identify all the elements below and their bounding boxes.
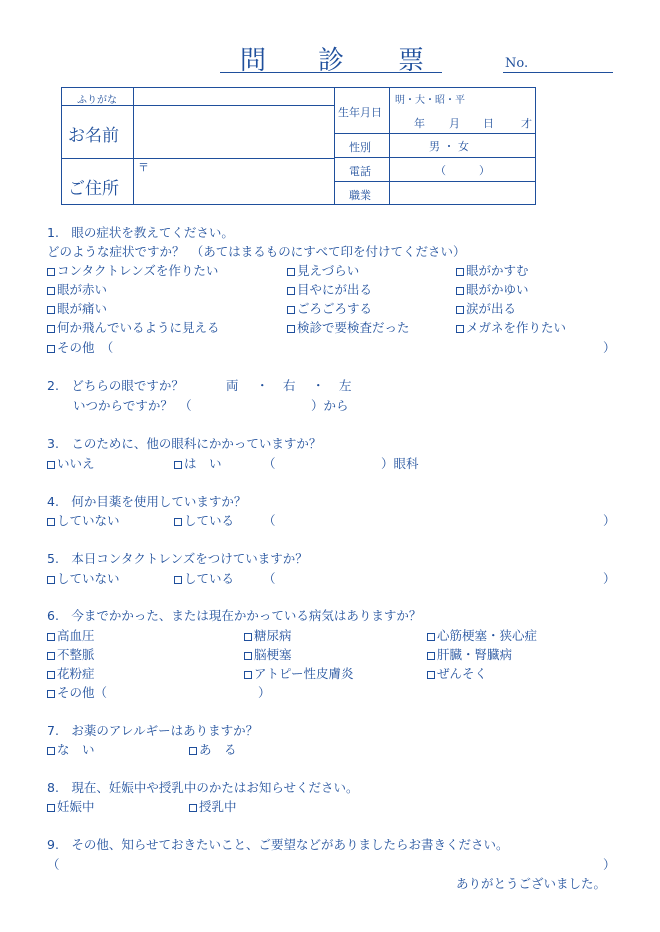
checkbox[interactable] [47,306,55,314]
q8-option-pregnant[interactable]: 妊娠中 [47,797,95,815]
checkbox[interactable] [287,325,295,333]
title-char-2: 診 [318,46,345,76]
checkbox[interactable] [244,671,252,679]
separator-dot: ・ [312,378,325,393]
day-label: 日 [483,117,494,130]
month-label: 月 [449,117,460,130]
name-label: お名前 [68,126,119,146]
birthdate-label: 生年月日 [338,106,382,119]
postal-mark: 〒 [138,161,149,174]
checkbox[interactable] [287,306,295,314]
checkbox[interactable] [427,652,435,660]
address-field[interactable] [134,159,333,204]
checkbox[interactable] [287,287,295,295]
q4-option-no[interactable]: していない [47,511,120,529]
q5-title: 5. 本日コンタクトレンズをつけていますか？ [47,551,308,566]
q2-option-both[interactable]: 両 [226,378,239,393]
q1-option[interactable]: 涙が出る [456,299,516,317]
phone-label: 電話 [349,165,371,178]
paren-close: ） [603,857,616,872]
furigana-label: ふりがな [77,95,117,106]
q2-since-end: ）から [311,398,349,413]
q1-option[interactable]: 眼が痛い [47,299,107,317]
name-field[interactable] [134,106,333,158]
q1-title: 1. 眼の症状を教えてください。 [47,225,234,240]
q7-title: 7. お薬のアレルギーはありますか？ [47,723,259,738]
q5-option-no[interactable]: していない [47,569,120,587]
patient-info-form [61,87,536,205]
q6-option[interactable]: 心筋梗塞・狭心症 [427,626,537,644]
q1-option[interactable]: 眼がかすむ [456,261,529,279]
q3-title: 3. このために、他の眼科にかかっていますか？ [47,436,322,451]
q6-option[interactable]: 脳梗塞 [244,645,292,663]
thanks-message: ありがとうございました。 [456,876,607,891]
checkbox[interactable] [47,747,55,755]
checkbox[interactable] [174,461,182,469]
year-label: 年 [414,117,425,130]
job-label: 職業 [349,189,371,202]
checkbox[interactable] [47,287,55,295]
title-char-1: 問 [240,46,267,76]
checkbox[interactable] [427,633,435,641]
era-options[interactable]: 明・大・昭・平 [395,95,465,106]
q3-option-yes[interactable]: は い [174,454,222,472]
q6-option[interactable]: 花粉症 [47,664,95,682]
divider [334,88,335,204]
checkbox[interactable] [189,804,197,812]
q9-title: 9. その他、知らせておきたいこと、ご要望などがありましたらお書きください。 [47,837,509,852]
checkbox[interactable] [456,268,464,276]
q1-other-option[interactable]: その他 （ [47,338,113,356]
checkbox[interactable] [47,690,55,698]
paren-open: （ [263,571,276,586]
q6-title: 6. 今までかかった、または現在かかっている病気はありますか？ [47,608,422,623]
address-label: ご住所 [68,179,119,199]
paren-close: ） [603,571,616,586]
paren-close: ） [258,685,271,700]
q1-option[interactable]: 眼が赤い [47,280,107,298]
q2-title: 2. どちらの眼ですか？ [47,378,184,393]
checkbox[interactable] [47,652,55,660]
sex-label: 性別 [349,141,371,154]
title-char-3: 票 [398,46,425,76]
age-label: 才 [521,117,532,130]
sex-options[interactable]: 男 ・ 女 [429,140,469,153]
checkbox[interactable] [47,633,55,641]
furigana-field[interactable] [134,88,333,105]
q1-option[interactable]: コンタクトレンズを作りたい [47,261,218,279]
paren-open: （ [263,513,276,528]
checkbox[interactable] [47,461,55,469]
q6-other-option[interactable]: その他（ [47,683,107,701]
q6-option[interactable]: 肝臓・腎臓病 [427,645,512,663]
checkbox[interactable] [174,576,182,584]
q6-option[interactable]: 不整脈 [47,645,95,663]
checkbox[interactable] [244,652,252,660]
q2-since-label: いつからですか？ （ [73,398,192,413]
checkbox[interactable] [47,671,55,679]
q8-option-nursing[interactable]: 授乳中 [189,797,237,815]
q1-option[interactable]: 眼がかゆい [456,280,529,298]
divider [334,157,536,158]
paren-open: （ [263,456,276,471]
checkbox[interactable] [47,804,55,812]
q1-subtitle: どのような症状ですか？ （あてはまるものにすべて印を付けてください） [47,244,466,259]
q1-option[interactable]: メガネを作りたい [456,318,566,336]
q2-option-left[interactable]: 左 [339,378,352,393]
separator-dot: ・ [256,378,269,393]
phone-field[interactable]: （ ） [435,164,490,177]
q6-option[interactable]: 高血圧 [47,626,95,644]
q1-option[interactable]: 検診で要検査だった [287,318,410,336]
q6-option[interactable]: アトピー性皮膚炎 [244,664,354,682]
q1-option[interactable]: ごろごろする [287,299,372,317]
number-label: No. [505,56,529,71]
q9-comment-field[interactable] [62,853,600,871]
q2-option-right[interactable]: 右 [283,378,296,393]
q3-clinic-suffix: ）眼科 [381,456,419,471]
q6-option[interactable]: ぜんそく [427,664,487,682]
paren-open: （ [47,857,60,872]
checkbox[interactable] [456,306,464,314]
paren-close: ） [603,513,616,528]
checkbox[interactable] [287,268,295,276]
q1-option[interactable]: 何か飛んでいるように見える [47,318,220,336]
checkbox[interactable] [189,747,197,755]
checkbox[interactable] [456,287,464,295]
q5-option-yes[interactable]: している [174,569,234,587]
checkbox[interactable] [47,345,55,353]
job-field[interactable] [390,182,536,204]
q7-option-yes[interactable]: あ る [189,740,237,758]
checkbox[interactable] [47,325,55,333]
checkbox[interactable] [456,325,464,333]
checkbox[interactable] [174,518,182,526]
q4-option-yes[interactable]: している [174,511,234,529]
q1-option[interactable]: 見えづらい [287,261,359,279]
q7-option-no[interactable]: な い [47,740,95,758]
page-title [220,38,442,76]
divider [334,133,536,134]
number-field[interactable] [503,72,613,73]
checkbox[interactable] [427,671,435,679]
q1-option[interactable]: 目やにが出る [287,280,372,298]
q4-title: 4. 何か目薬を使用していますか？ [47,494,247,509]
q3-option-no[interactable]: いいえ [47,454,95,472]
checkbox[interactable] [47,518,55,526]
paren-close: ） [603,340,616,355]
checkbox[interactable] [47,268,55,276]
checkbox[interactable] [244,633,252,641]
q8-title: 8. 現在、妊娠中や授乳中のかたはお知らせください。 [47,780,359,795]
q6-option[interactable]: 糖尿病 [244,626,292,644]
checkbox[interactable] [47,576,55,584]
